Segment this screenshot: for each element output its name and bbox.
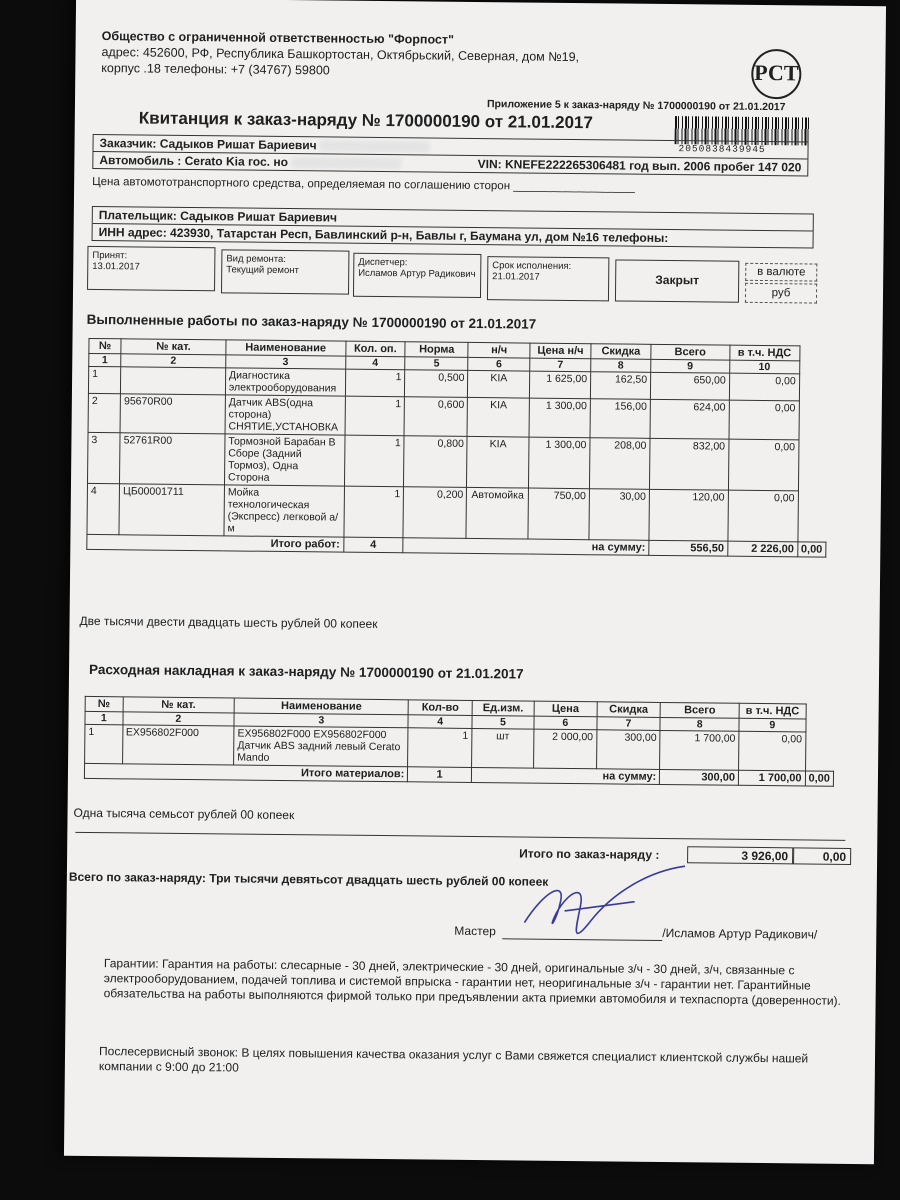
document-title: Квитанция к заказ-наряду № 1700000190 от 21.01.2017 bbox=[138, 108, 593, 133]
materials-total-words: Одна тысяча семьсот рублей 00 копеек bbox=[73, 805, 295, 823]
receipt-document bbox=[64, 0, 886, 1164]
status-badge: Закрыт bbox=[615, 259, 739, 302]
customer-box bbox=[92, 134, 808, 176]
accepted-label: Принят: bbox=[92, 249, 128, 262]
table-cell: 30,00 bbox=[589, 489, 650, 541]
works-header-cell: Наименование bbox=[226, 340, 346, 356]
redacted-area bbox=[291, 157, 401, 169]
materials-header-cell: № кат. bbox=[123, 697, 235, 713]
works-header-cell: № bbox=[89, 338, 121, 353]
grand-total-label: Итого по заказ-наряду : bbox=[519, 846, 660, 862]
table-cell: 832,00 bbox=[649, 438, 728, 490]
table-cell: KIA bbox=[467, 397, 529, 437]
payer-name: Плательщик: Садыков Ришат Бариевич bbox=[98, 208, 338, 225]
table-cell: Диагностика электрооборудования bbox=[225, 368, 345, 396]
table-cell: EX956802F000 EX956802F000 Датчик ABS задний левый Cerato Mando bbox=[234, 726, 409, 767]
works-total-qty: 4 bbox=[343, 537, 403, 553]
works-column-number: 3 bbox=[226, 355, 346, 369]
table-cell: Тормозной Барабан В Сборе (Задний Тормоз), Одна Сторона bbox=[224, 434, 344, 486]
works-total-sum: 2 226,00 bbox=[727, 541, 797, 557]
works-column-number: 8 bbox=[591, 359, 651, 373]
materials-column-number: 3 bbox=[234, 713, 408, 728]
materials-total-sum: 1 700,00 bbox=[738, 770, 805, 786]
works-header-cell: Скидка bbox=[591, 344, 651, 360]
works-header-cell: Цена н/ч bbox=[530, 343, 591, 359]
materials-column-number: 4 bbox=[408, 715, 472, 729]
customer-name: Заказчик: Садыков Ришат Бариевич bbox=[99, 136, 317, 153]
materials-header-cell: Ед.изм. bbox=[472, 700, 534, 716]
repair-type-value: Текущий ремонт bbox=[226, 264, 299, 277]
table-cell: 95670R00 bbox=[120, 394, 225, 434]
works-column-number: 6 bbox=[468, 357, 530, 371]
table-cell: 0,800 bbox=[404, 436, 468, 488]
table-cell: 0,00 bbox=[729, 373, 799, 401]
works-column-number: 10 bbox=[729, 360, 799, 374]
works-column-number: 9 bbox=[651, 359, 730, 373]
table-cell: 1 bbox=[408, 728, 472, 768]
materials-header-cell: Кол-во bbox=[408, 700, 472, 716]
vin-line: VIN: KNEFE222265306481 год вып. 2006 пробег 147 020 bbox=[477, 157, 802, 175]
table-cell: 0,00 bbox=[728, 490, 798, 542]
works-column-number: 4 bbox=[345, 356, 405, 370]
deadline-box bbox=[487, 256, 609, 301]
works-sum-label: на сумму: bbox=[403, 538, 649, 556]
materials-column-number: 6 bbox=[534, 716, 597, 730]
appendix-note: Приложение 5 к заказ-наряду № 1700000190 от 21.01.2017 bbox=[486, 98, 786, 114]
table-cell: 1 700,00 bbox=[660, 730, 739, 770]
works-header-cell: Кол. оп. bbox=[345, 341, 405, 357]
works-total-discount: 556,50 bbox=[649, 540, 728, 556]
redacted-area bbox=[320, 141, 430, 153]
materials-total-label: Итого материалов: bbox=[84, 763, 407, 781]
rst-certification-logo: РСТ bbox=[751, 49, 802, 100]
table-cell: Мойка технологическая (Экспресс) легковой а/м bbox=[224, 485, 344, 537]
materials-column-number: 7 bbox=[597, 717, 661, 731]
table-cell: ЦБ00001711 bbox=[119, 484, 224, 536]
materials-header-cell: № bbox=[85, 696, 123, 711]
accepted-date: 13.01.2017 bbox=[92, 260, 140, 273]
materials-header-cell: в т.ч. НДС bbox=[739, 703, 806, 719]
table-cell: Датчик ABS(одна сторона) СНЯТИЕ,УСТАНОВКА bbox=[225, 395, 345, 435]
payer-address: ИНН адрес: 423930, Татарстан Респ, Бавлинский р-н, Бавлы г, Баумана ул, дом №16 телефоны: bbox=[93, 223, 813, 248]
table-cell: 162,50 bbox=[590, 372, 650, 400]
repair-type-box bbox=[221, 249, 349, 294]
table-cell: 0,00 bbox=[728, 439, 798, 491]
car-model: Автомобиль : Cerato Kia гос. но bbox=[99, 153, 289, 170]
table-cell: 1 bbox=[85, 724, 123, 763]
grand-total-vat: 0,00 bbox=[793, 847, 851, 865]
works-total-label: Итого работ: bbox=[87, 534, 344, 552]
table-cell: 0,00 bbox=[739, 731, 806, 771]
materials-section-title: Расходная накладная к заказ-наряду № 1700000190 от 21.01.2017 bbox=[88, 661, 524, 682]
table-cell: 1 bbox=[344, 435, 404, 487]
table-cell: 156,00 bbox=[590, 399, 650, 439]
works-column-number: 7 bbox=[530, 358, 591, 372]
materials-table bbox=[84, 696, 835, 787]
company-address: адрес: 452600, РФ, Республика Башкортостан, Октябрьский, Северная, дом №19, bbox=[101, 45, 580, 65]
materials-column-number: 2 bbox=[122, 712, 234, 726]
master-name: /Исламов Артур Радикович/ bbox=[662, 925, 818, 942]
works-header-cell: № кат. bbox=[121, 339, 226, 355]
materials-column-number: 8 bbox=[660, 717, 739, 731]
table-cell: 1 bbox=[343, 486, 403, 538]
works-total-words: Две тысячи двести двадцать шесть рублей 00 копеек bbox=[79, 613, 378, 631]
dispatcher-name: Исламов Артур Радикович bbox=[358, 267, 476, 280]
materials-column-number: 5 bbox=[472, 715, 534, 729]
table-cell: 2 bbox=[88, 393, 121, 432]
deadline-label: Срок исполнения: bbox=[492, 260, 572, 272]
works-total-vat: 0,00 bbox=[797, 542, 826, 557]
price-note: Цена автомототранспортного средства, определяемая по соглашению сторон ___________________ bbox=[92, 175, 635, 194]
works-header-cell: Норма bbox=[405, 342, 468, 358]
materials-total-qty: 1 bbox=[408, 767, 472, 783]
works-header-cell: в т.ч. НДС bbox=[729, 345, 799, 361]
works-header-cell: Всего bbox=[651, 344, 730, 360]
table-cell bbox=[121, 367, 226, 395]
divider bbox=[75, 832, 845, 841]
table-cell: 0,500 bbox=[405, 370, 468, 398]
table-cell: EX956802F000 bbox=[122, 725, 234, 765]
table-cell: 750,00 bbox=[528, 488, 589, 540]
materials-column-number: 1 bbox=[85, 711, 123, 724]
table-cell: 1 625,00 bbox=[529, 371, 590, 399]
table-cell: 1 300,00 bbox=[529, 437, 590, 489]
table-cell: 208,00 bbox=[589, 438, 650, 490]
signature-icon bbox=[494, 860, 695, 952]
materials-total-discount: 300,00 bbox=[660, 769, 739, 785]
materials-total-vat: 0,00 bbox=[805, 771, 834, 786]
master-label: Мастер bbox=[454, 923, 496, 939]
table-row bbox=[88, 432, 827, 491]
table-cell: 0,200 bbox=[403, 487, 467, 539]
materials-header-cell: Наименование bbox=[234, 698, 408, 715]
grand-total-sum: 3 926,00 bbox=[687, 846, 793, 864]
table-cell: 3 bbox=[88, 432, 121, 483]
materials-header-cell: Скидка bbox=[597, 702, 661, 718]
repair-type-label: Вид ремонта: bbox=[226, 253, 287, 266]
table-cell: 0,600 bbox=[404, 397, 467, 437]
table-cell: 2 000,00 bbox=[533, 729, 596, 769]
works-column-number: 5 bbox=[405, 357, 468, 371]
currency-label: в валюте bbox=[745, 263, 817, 282]
company-phones: корпус .18 телефоны: +7 (34767) 59800 bbox=[101, 61, 330, 78]
works-header-cell: н/ч bbox=[468, 342, 530, 358]
payer-box bbox=[92, 206, 814, 249]
currency-value: руб bbox=[745, 283, 817, 304]
post-service-text: Послесервисный звонок: В целях повышения качества оказания услуг с Вами свяжется специалист клиентской службы нашей компании с 9:00 до 21:00 bbox=[98, 1044, 809, 1075]
table-cell: 1 bbox=[345, 396, 405, 436]
table-cell: 650,00 bbox=[650, 372, 729, 400]
materials-sum-label: на сумму: bbox=[471, 767, 660, 784]
company-header bbox=[101, 28, 579, 81]
table-cell: 120,00 bbox=[649, 489, 728, 541]
materials-header-cell: Всего bbox=[660, 702, 739, 718]
table-cell: 624,00 bbox=[650, 399, 729, 439]
accepted-box bbox=[87, 246, 215, 291]
table-cell: 1 bbox=[88, 366, 120, 393]
table-cell: 0,00 bbox=[729, 400, 799, 440]
works-column-number: 2 bbox=[121, 354, 226, 368]
table-cell: 4 bbox=[87, 483, 120, 534]
materials-column-number: 9 bbox=[739, 718, 806, 732]
works-section-title: Выполненные работы по заказ-наряду № 1700000190 от 21.01.2017 bbox=[86, 311, 537, 332]
dispatcher-label: Диспетчер: bbox=[358, 256, 408, 269]
table-cell: шт bbox=[471, 728, 533, 768]
table-cell: 1 bbox=[345, 369, 405, 397]
deadline-date: 21.01.2017 bbox=[492, 271, 540, 283]
dispatcher-box bbox=[353, 253, 481, 298]
warranty-text: Гарантии: Гарантия на работы: слесарные - 30 дней, электрические - 30 дней, оригинальные з/ч - 30 дней, з/ч, связанные с электрооборудованием, подачей топлива и системой впрыска - гарантии нет, неоригинальные з/ч - гарантии нет. Гарантийные обязательства на работы выполняются фирмой только при предъявлении акта приемки автомобиля и техпаспорта (доверенности). bbox=[103, 956, 842, 1008]
table-cell: 300,00 bbox=[596, 730, 660, 770]
materials-header-cell: Цена bbox=[534, 701, 597, 717]
table-cell: 1 300,00 bbox=[529, 398, 590, 438]
table-cell: KIA bbox=[468, 370, 530, 398]
table-cell: 52761R00 bbox=[120, 433, 225, 485]
works-table bbox=[86, 338, 828, 558]
company-name: Общество с ограниченной ответственностью "Форпост" bbox=[101, 29, 455, 47]
table-cell: Автомойка bbox=[466, 487, 528, 539]
works-column-number: 1 bbox=[89, 353, 121, 366]
table-row bbox=[87, 483, 826, 542]
grand-total-words: Всего по заказ-наряду: Три тысячи девятьсот двадцать шесть рублей 00 копеек bbox=[68, 869, 549, 889]
table-cell: KIA bbox=[467, 436, 529, 488]
barcode-number: 2050838439945 bbox=[678, 143, 766, 156]
